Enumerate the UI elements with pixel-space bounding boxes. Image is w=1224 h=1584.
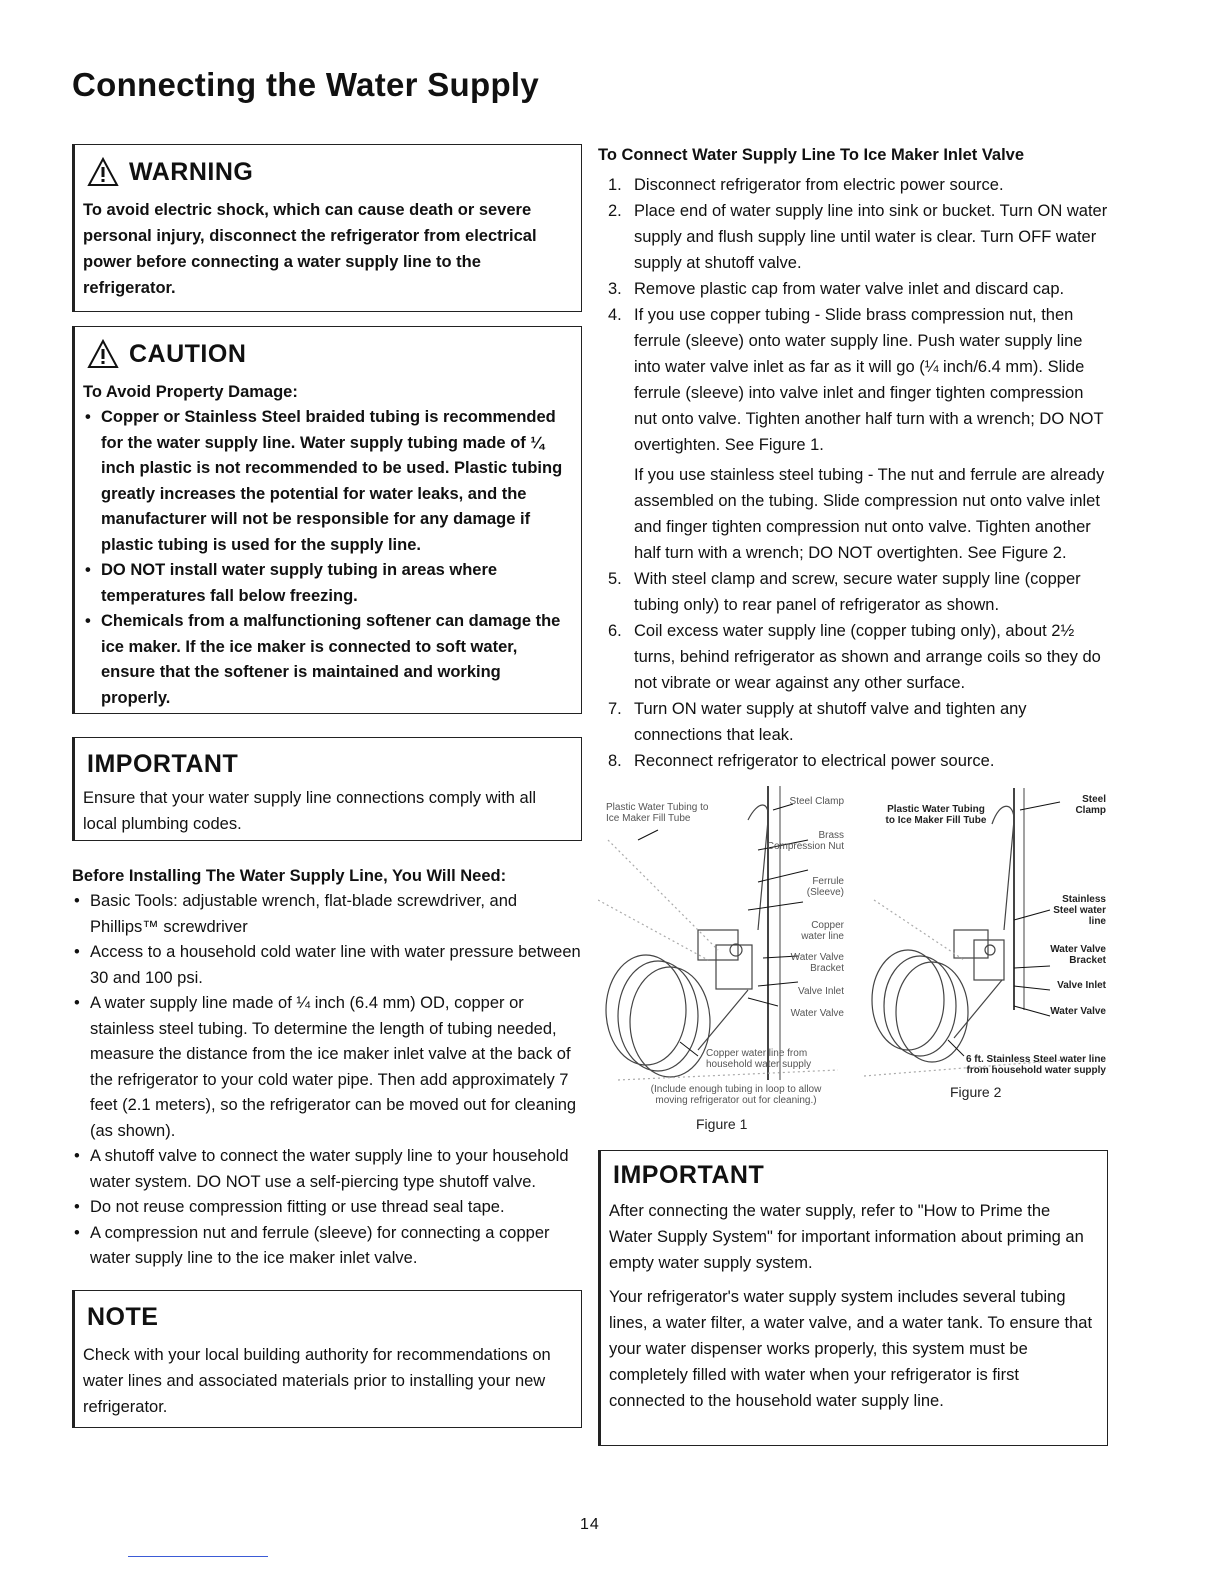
step-text: Disconnect refrigerator from electric power source. [634,176,1004,194]
page-title: Connecting the Water Supply [72,66,540,103]
left-column [72,144,582,1428]
connect-heading: To Connect Water Supply Line To Ice Maker Inlet Valve [598,146,1025,164]
label-water-valve: Water Valve [790,1008,844,1019]
important-text: Ensure that your water supply line connections comply with all local plumbing codes. [83,789,537,833]
caution-subtitle: To Avoid Property Damage: [83,383,298,401]
label-copper-line: Copper water line [801,920,844,942]
right-column [598,142,1108,1446]
needs-item: • A water supply line made of ¼ inch (6.4 mm) OD, copper or stainless steel tubing. To determine the length of tubing needed, measure the distance from the ice maker inlet valve at the back of the refrigerator to your cold water pipe. Then add approximately 7 feet (2.1 meters), so the refrigerator can be moved out for cleaning (as shown). [72,991,582,1144]
step-number: 6. [608,622,622,640]
important-2-paragraph: After connecting the water supply, refer to "How to Prime the Water Supply System" for important information about priming an empty water supply system. [609,1202,1084,1272]
figure-2 [864,780,1108,1136]
label-valve-bracket-2: Water Valve Bracket [1050,944,1106,966]
warning-text: To avoid electric shock, which can cause death or severe personal injury, disconnect the refrigerator from electrical power before connecting a water supply line to the refrigerator. [83,201,537,297]
caution-box [72,326,582,714]
step-text: Coil excess water supply line (copper tubing only), about 2½ turns, behind refrigerator as shown and arrange coils so they do not vibrate or wear against any other surface. [634,622,1101,692]
note-text: Check with your local building authority for recommendations on water lines and associated materials prior to installing your new refrigerator. [83,1345,551,1416]
before-installing-section [72,863,582,1272]
step-item [598,618,1108,696]
needs-item: • Access to a household cold water line with water pressure between 30 and 100 psi. [72,940,582,991]
label-stainless-household: 6 ft. Stainless Steel water line from household water supply [965,1054,1106,1076]
note-box [72,1290,582,1428]
step-text: Remove plastic cap from water valve inlet and discard cap. [634,280,1065,298]
step-text: Reconnect refrigerator to electrical power source. [634,752,995,770]
step-item [598,198,1108,276]
label-valve-inlet-2: Valve Inlet [1057,980,1106,991]
important-2-paragraph: Your refrigerator's water supply system includes several tubing lines, a water filter, a water valve, and a water tank. To ensure that your water dispenser works properly, this system must be completely filled with water when your refrigerator is first connected to the household water supply line. [609,1288,1093,1410]
step-item [598,276,1108,302]
step-text: Turn ON water supply at shutoff valve and tighten any connections that leak. [634,700,1027,744]
label-water-valve-2: Water Valve [1050,1006,1106,1017]
step-text: With steel clamp and screw, secure water supply line (copper tubing only) to rear panel of refrigerator as shown. [634,570,1081,614]
step-extra-text: If you use stainless steel tubing - The nut and ferrule are already assembled on the tubing. Slide compression nut onto valve inlet and finger tighten compression nut onto valve. Tighten another half turn with a wrench; DO NOT overtighten. See Figure 2. [634,466,1105,562]
note-title: NOTE [87,1302,159,1331]
step-number: 1. [608,176,622,194]
caution-item: • DO NOT install water supply tubing in areas where temperatures fall below freezing. [83,558,569,609]
step-number: 5. [608,570,622,588]
step-item [598,566,1108,618]
footer-rule [128,1556,268,1557]
needs-item: • A shutoff valve to connect the water supply line to your household water system. DO NOT use a self-piercing type shutoff valve. [72,1144,582,1195]
important-box-2 [598,1150,1108,1446]
caution-item: • Copper or Stainless Steel braided tubing is recommended for the water supply line. Water supply tubing made of ¼ inch plastic is not recommended to be used. Plastic tubing greatly increases the potential for water leaks, and the manufacturer will not be responsible for any damage if plastic tubing is used for the supply line. [83,405,569,558]
figures-row [598,780,1108,1140]
label-stainless-line: Stainless Steel water line [1053,894,1106,927]
figure-2-caption: Figure 2 [950,1084,1002,1100]
label-plastic-tubing-2: Plastic Water Tubing to Ice Maker Fill Tube [885,804,987,826]
label-plastic-tubing: Plastic Water Tubing to Ice Maker Fill Tube [606,802,709,824]
step-text: Place end of water supply line into sink or bucket. Turn ON water supply and flush supply line until water is clear. Turn OFF water supply at shutoff valve. [634,202,1108,272]
label-ferrule: Ferrule (Sleeve) [806,876,844,898]
step-number: 4. [608,306,622,324]
step-text: If you use copper tubing - Slide brass compression nut, then ferrule (sleeve) onto water supply line. Push water supply line into water valve inlet as far as it will go (¼ inch/6.4 mm). Slide ferrule (sleeve) into valve inlet and finger tighten compression nut onto valve. Tighten another half turn with a wrench; DO NOT overtighten. See Figure 1. [634,306,1104,454]
warning-title: WARNING [129,157,254,186]
needs-item: • Do not reuse compression fitting or use thread seal tape. [72,1195,582,1221]
label-steel-clamp-2: Steel Clamp [1075,794,1106,816]
label-valve-bracket: Water Valve Bracket [790,952,844,974]
important-title: IMPORTANT [87,750,239,778]
label-valve-inlet: Valve Inlet [798,986,844,997]
warning-triangle-icon [87,157,119,187]
step-item [598,748,1108,774]
label-steel-clamp: Steel Clamp [789,796,844,807]
label-loop-note: (Include enough tubing in loop to allow moving refrigerator out for cleaning.) [650,1084,822,1106]
step-item [598,172,1108,198]
figure-1 [598,780,854,1136]
important-2-title: IMPORTANT [613,1161,765,1189]
warning-box [72,144,582,312]
caution-list [83,405,569,711]
needs-item: • A compression nut and ferrule (sleeve) for connecting a copper water supply line to the ice maker inlet valve. [72,1221,582,1272]
step-number: 7. [608,700,622,718]
before-installing-heading: Before Installing The Water Supply Line, You Will Need: [72,867,507,885]
label-copper-household: Copper water line from household water supply [706,1048,812,1070]
needs-list [72,889,582,1272]
label-brass-nut: Brass Compression Nut [766,830,844,852]
important-box [72,737,582,841]
page-number: 14 [580,1516,600,1533]
connect-steps [598,172,1108,774]
caution-item: • Chemicals from a malfunctioning softener can damage the ice maker. If the ice maker is connected to soft water, ensure that the softener is maintained and working properly. [83,609,569,711]
figure-1-caption: Figure 1 [696,1116,748,1132]
step-number: 8. [608,752,622,770]
step-item [598,696,1108,748]
step-number: 3. [608,280,622,298]
step-item [598,302,1108,566]
needs-item: • Basic Tools: adjustable wrench, flat-blade screwdriver, and Phillips™ screwdriver [72,889,582,940]
caution-title: CAUTION [129,339,247,368]
step-number: 2. [608,202,622,220]
caution-triangle-icon [87,339,119,369]
figure-2-illustration [864,780,1108,1090]
